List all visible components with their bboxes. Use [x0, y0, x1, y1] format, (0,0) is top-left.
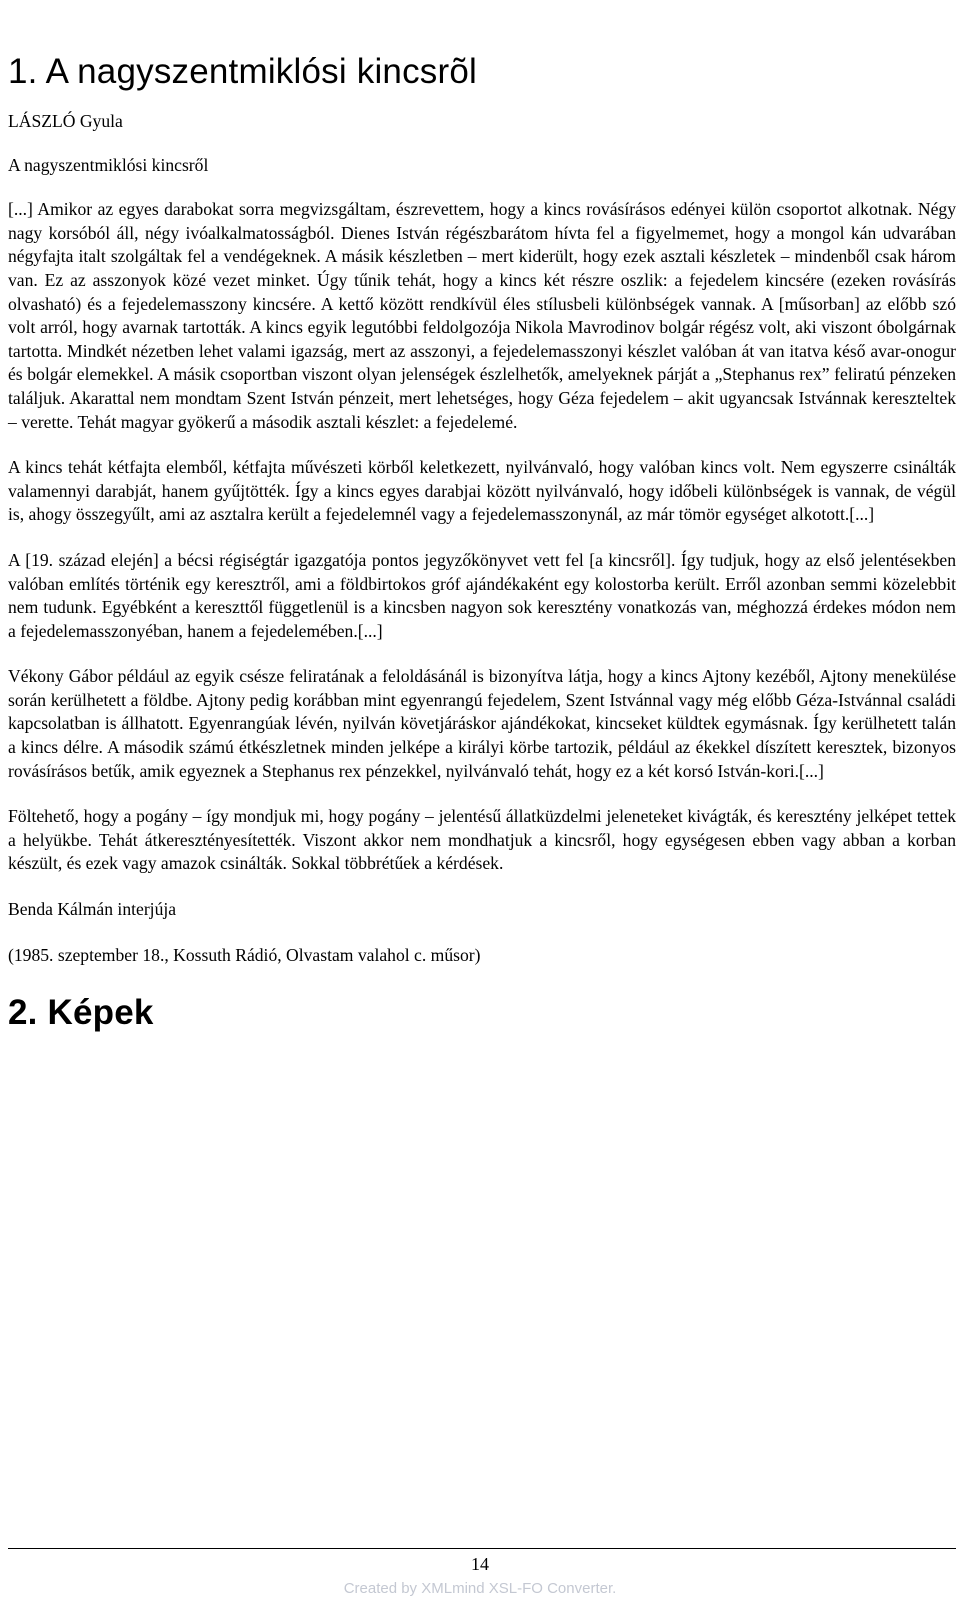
- chapter-heading-1: 1. A nagyszentmiklósi kincsrõl: [8, 52, 477, 91]
- body-paragraph-1: [...] Amikor az egyes darabokat sorra megvizsgáltam, észrevettem, hogy a kincs rovásírásos edényei külön csoportot alkotnak. Négy nagy korsóból áll, négy ivóalkalmatosságból. Dienes István régészbarátom hívta fel a figyelmemet, hogy a mongol kán udvarában négyfajta italt szolgáltak fel a vendégeknek. A másik készletben – mert kiderült, hogy ezek asztali készletek – mindenből csak három van. Ez az asszonyok közé vezet minket. Úgy tűnik tehát, hogy a kincs két részre oszlik: a fejedelem kincsére (ezeken rovásírás olvasható) és a fejedelemasszony kincsére. A kettő között rendkívül éles stílusbeli különbségek vannak. A [műsorban] az előbb szó volt arról, hogy avarnak tartották. A kincs egyik legutóbbi feldolgozója Nikola Mavrodinov bolgár régész volt, aki viszont óbolgárnak tartotta. Mindkét nézetben lehet valami igazság, mert az asszonyi, a fejedelemasszonyi készlet valóban át van itatva késő avar-onogur és bolgár elemekkel. A másik csoportban viszont olyan jelenségek észlelhetők, amelyeknek párját a „Stephanus rex” feliratú pénzeken találjuk. Akarattal nem mondtam Szent István pénzeit, mert lehetséges, hogy Géza fejedelem – akit ugyancsak Istvánnak kereszteltek – verette. Tehát magyar gyökerű a második asztali készlet: a fejedelemé.: [8, 199, 956, 432]
- body-paragraph-4: Vékony Gábor például az egyik csésze feliratának a feloldásánál is bizonyítva látja, hogy a kincs Ajtony kezéből, Ajtony menekülése során kerülhetett a földbe. Ajtony pedig korábban mint egyenrangú fejedelem, Szent Istvánnal vagy még előbb Géza-Istvánnal családi kapcsolatban is állhatott. Egyenrangúak lévén, nyilván követjáráskor ajándékokat, kincseket küldtek egymásnak. Így kerülhetett talán a kincs délre. A második számú étkészletnek minden jelképe a királyi körbe tartozik, például az ékekkel díszített keresztek, bizonyos rovásírásos betűk, amik egyeznek a Stephanus rex pénzekkel, nyilvánvaló tehát, hogy ez a két korsó István-kori.[...]: [8, 666, 956, 781]
- converter-watermark: Created by XMLmind XSL-FO Converter.: [343, 1580, 617, 1597]
- article-subtitle: A nagyszentmiklósi kincsről: [8, 154, 209, 175]
- body-paragraph-5: Föltehető, hogy a pogány – így mondjuk mi, hogy pogány – jelentésű állatküzdelmi jeleneteket kivágták, és keresztény jelképet tettek a helyükbe. Tehát átkeresztényesítették. Viszont akkor nem mondhatjuk a kincsről, hogy egységesen ebben vagy abban a korban készült, és ezek vagy amazok csinálták. Sokkal többrétűek a kérdések.: [8, 806, 956, 874]
- document-body: [8, 110, 956, 967]
- source-line: (1985. szeptember 18., Kossuth Rádió, Olvastam valahol c. műsor): [8, 944, 481, 965]
- body-paragraph-3: A [19. század elején] a bécsi régiségtár igazgatója pontos jegyzőkönyvet vett fel [a kincsről]. Így tudjuk, hogy az első jelentésekben valóban említés történik egy keresztről, ami a földbirtokos gróf ajándékaként egy kolostorba került. Erről azonban semmi közelebbit nem tudunk. Egyébként a kereszttől függetlenül is a kincsben nagyon sok keresztény vonatkozás van, méghozzá érdekes módon nem a fejedelemasszonyéban, hanem a fejedelemében.[...]: [8, 549, 956, 641]
- interviewer-line: Benda Kálmán interjúja: [8, 899, 177, 920]
- document-page: [8, 0, 956, 1033]
- body-paragraph-2: A kincs tehát kétfajta elemből, kétfajta művészeti körből keletkezett, nyilvánvaló, hogy valóban kincs volt. Nem egyszerre csinálták valamennyi darabját, hanem gyűjtötték. Így a kincs egyes darabjai között nyilvánvaló, hogy időbeli különbségek is vannak, de végül is, ahogy összegyűlt, ami az asztalra került a fejedelemnél vagy a fejedelemasszonynál, az már tömör egységet alkotott.[...]: [8, 457, 956, 525]
- author-line: LÁSZLÓ Gyula: [8, 111, 123, 131]
- chapter-heading-2: 2. Képek: [8, 993, 154, 1033]
- footer-divider: [8, 1548, 956, 1549]
- page-number: 14: [471, 1554, 489, 1574]
